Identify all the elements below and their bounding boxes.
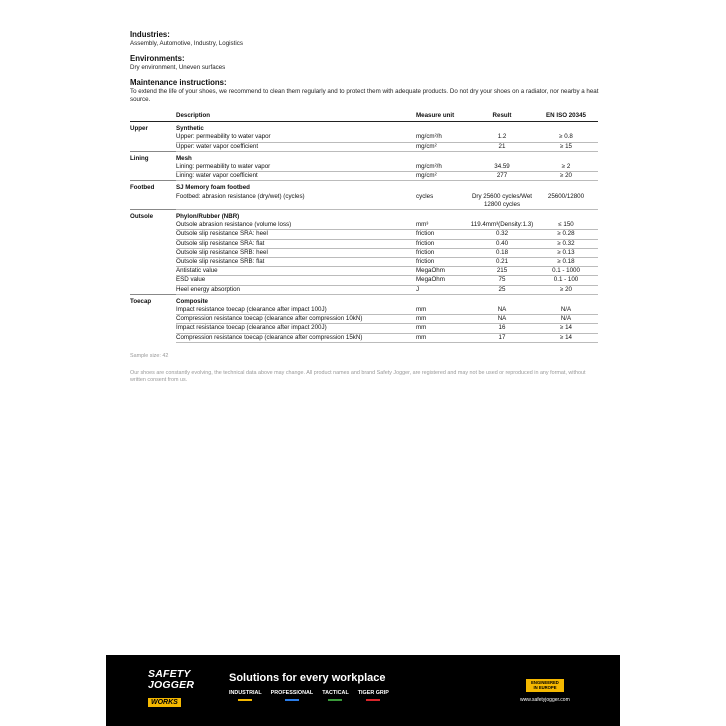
unit-cell: friction xyxy=(416,248,470,257)
result-cell: 277 xyxy=(470,172,534,181)
industries-section xyxy=(130,30,600,48)
tag-color-bar xyxy=(285,699,299,701)
unit-cell: friction xyxy=(416,258,470,267)
table-group-row xyxy=(130,210,598,222)
standard-cell: ≤ 150 xyxy=(534,221,598,230)
description-cell: Outsole slip resistance SRA: heel xyxy=(176,230,416,239)
technical-table xyxy=(130,112,598,343)
logo-line-1: SAFETY xyxy=(148,668,191,680)
result-cell: 0.32 xyxy=(470,230,534,239)
logo-line-2: JOGGER xyxy=(148,679,195,691)
unit-cell: friction xyxy=(416,230,470,239)
table-body xyxy=(130,122,598,343)
header-category xyxy=(130,112,176,122)
safety-jogger-logo xyxy=(148,669,196,709)
empty-cell xyxy=(470,181,534,193)
table-group-row xyxy=(130,122,598,134)
empty-cell xyxy=(416,210,470,222)
result-cell: 17 xyxy=(470,333,534,342)
result-cell: NA xyxy=(470,315,534,324)
unit-cell: mm xyxy=(416,333,470,342)
unit-cell: J xyxy=(416,285,470,294)
empty-cell xyxy=(130,172,176,181)
empty-cell xyxy=(130,193,176,210)
result-cell: Dry 25600 cycles/Wet 12800 cycles xyxy=(471,192,533,208)
empty-cell xyxy=(130,267,176,276)
footer-tag-label: PROFESSIONAL xyxy=(270,690,314,696)
standard-cell: ≥ 15 xyxy=(534,142,598,151)
table-row xyxy=(130,315,598,324)
category-label: Upper xyxy=(130,122,176,134)
table-row xyxy=(130,306,598,315)
category-label: Outsole xyxy=(130,210,176,222)
unit-cell: mg/cm²/h xyxy=(416,133,470,142)
tag-color-bar xyxy=(366,699,380,701)
description-cell: Outsole slip resistance SRB: flat xyxy=(176,258,416,267)
table-row xyxy=(130,230,598,239)
description-cell: ESD value xyxy=(176,276,416,285)
result-cell: 16 xyxy=(470,324,534,333)
table-row xyxy=(130,142,598,151)
unit-cell: mg/cm²/h xyxy=(416,163,470,172)
table-row xyxy=(130,324,598,333)
result-cell: 0.40 xyxy=(470,239,534,248)
empty-cell xyxy=(130,248,176,257)
standard-cell: N/A xyxy=(534,306,598,315)
standard-cell: 0.1 - 100 xyxy=(534,276,598,285)
description-cell: Antistatic value xyxy=(176,267,416,276)
sample-size: Sample size: 42 xyxy=(130,352,169,359)
unit-cell: MegaOhm xyxy=(416,276,470,285)
footer-tag xyxy=(271,690,314,701)
result-cell: 1.2 xyxy=(470,133,534,142)
environments-section xyxy=(130,54,600,72)
standard-cell: ≥ 0.8 xyxy=(534,133,598,142)
empty-cell xyxy=(130,258,176,267)
table-group-row xyxy=(130,181,598,193)
table-row xyxy=(130,221,598,230)
description-cell: Outsole slip resistance SRA: flat xyxy=(176,239,416,248)
environments-text: Dry environment, Uneven surfaces xyxy=(130,64,226,71)
empty-cell xyxy=(470,210,534,222)
description-cell: Lining: permeability to water vapor xyxy=(176,163,416,172)
table-row xyxy=(130,276,598,285)
footer-tags xyxy=(229,690,389,701)
legal-notice: Our shoes are constantly evolving, the technical data above may change. All product names and brand Safety Jogger, are registered and may not be used or reproduced in any format, without written consent from us. xyxy=(130,369,586,383)
empty-cell xyxy=(130,142,176,151)
unit-cell: mm xyxy=(416,306,470,315)
empty-cell xyxy=(470,294,534,306)
header-result: Result xyxy=(470,112,534,122)
table-row xyxy=(130,172,598,181)
footer-tag-label: TIGER GRIP xyxy=(357,690,389,696)
table-header-row xyxy=(130,112,598,122)
material-label: Composite xyxy=(176,294,416,306)
result-cell: 75 xyxy=(470,276,534,285)
description-cell: Outsole slip resistance SRB: heel xyxy=(176,248,416,257)
table-row xyxy=(130,258,598,267)
category-label: Footbed xyxy=(130,181,176,193)
standard-cell: ≥ 2 xyxy=(534,163,598,172)
material-label: Synthetic xyxy=(176,122,416,134)
table-row xyxy=(130,133,598,142)
empty-cell xyxy=(130,306,176,315)
empty-cell xyxy=(130,315,176,324)
datasheet-content xyxy=(130,30,600,384)
empty-cell xyxy=(534,181,598,193)
tag-color-bar xyxy=(328,699,342,701)
result-cell: 0.18 xyxy=(470,248,534,257)
table-group-row xyxy=(130,294,598,306)
industries-title: Industries: xyxy=(130,30,170,39)
maintenance-text: To extend the life of your shoes, we recommend to clean them regularly and to protect them with adequate products. Do not dry your shoes on a radiator, nor nearby a heat source. xyxy=(130,88,599,103)
description-cell: Lining: water vapor coefficient xyxy=(176,172,416,181)
footer-tag-label: INDUSTRIAL xyxy=(229,690,262,696)
result-cell: 0.21 xyxy=(470,258,534,267)
footer-tag xyxy=(322,690,349,701)
result-cell: 25 xyxy=(470,285,534,294)
table-group-row xyxy=(130,151,598,163)
standard-cell: ≥ 20 xyxy=(534,172,598,181)
standard-cell: 25600/12800 xyxy=(534,193,598,210)
maintenance-title: Maintenance instructions: xyxy=(130,78,227,87)
material-label: Phylon/Rubber (NBR) xyxy=(176,210,416,222)
unit-cell: mm xyxy=(416,315,470,324)
badge-line-1: ENGINEERED xyxy=(531,680,559,685)
result-cell: 34.59 xyxy=(470,163,534,172)
category-label: Toecap xyxy=(130,294,176,306)
table-row xyxy=(130,248,598,257)
unit-cell: MegaOhm xyxy=(416,267,470,276)
header-description: Description xyxy=(176,112,416,122)
standard-cell: ≥ 0.28 xyxy=(534,230,598,239)
description-cell: Upper: permeability to water vapor xyxy=(176,133,416,142)
badge-line-2: IN EUROPE xyxy=(533,685,557,690)
description-cell: Compression resistance toecap (clearance after compression 10kN) xyxy=(176,315,416,324)
footer-tag xyxy=(229,690,262,701)
unit-cell: mm xyxy=(416,324,470,333)
description-cell: Outsole abrasion resistance (volume loss) xyxy=(176,221,416,230)
empty-cell xyxy=(416,294,470,306)
empty-cell xyxy=(130,133,176,142)
table-row xyxy=(130,285,598,294)
footer-tag-label: TACTICAL xyxy=(322,690,349,696)
result-cell: NA xyxy=(470,306,534,315)
maintenance-section xyxy=(130,78,600,104)
empty-cell xyxy=(416,122,470,134)
standard-cell: ≥ 20 xyxy=(534,285,598,294)
table-row xyxy=(130,193,598,210)
engineered-in-europe-badge xyxy=(526,679,564,692)
industries-text: Assembly, Automotive, Industry, Logistics xyxy=(130,40,243,47)
header-measure-unit: Measure unit xyxy=(416,112,470,122)
footer-banner xyxy=(106,655,620,726)
table-row xyxy=(130,239,598,248)
tag-color-bar xyxy=(238,699,252,701)
empty-cell xyxy=(416,181,470,193)
unit-cell: friction xyxy=(416,239,470,248)
standard-cell: 0.1 - 1000 xyxy=(534,267,598,276)
category-label: Lining xyxy=(130,151,176,163)
description-cell: Heel energy absorption xyxy=(176,285,416,294)
unit-cell: cycles xyxy=(416,193,470,210)
description-cell: Impact resistance toecap (clearance after impact 100J) xyxy=(176,306,416,315)
table-row xyxy=(130,267,598,276)
unit-cell: mm³ xyxy=(416,221,470,230)
header-standard: EN ISO 20345 xyxy=(534,112,598,122)
standard-cell: ≥ 14 xyxy=(534,333,598,342)
description-cell: Footbed: abrasion resistance (dry/wet) (cycles) xyxy=(176,193,416,210)
table-row xyxy=(130,333,598,342)
empty-cell xyxy=(130,333,176,342)
empty-cell xyxy=(130,221,176,230)
unit-cell: mg/cm² xyxy=(416,142,470,151)
result-cell: 21 xyxy=(470,142,534,151)
standard-cell: ≥ 0.13 xyxy=(534,248,598,257)
footer-tag xyxy=(358,690,389,701)
standard-cell: ≥ 0.18 xyxy=(534,258,598,267)
logo-line-3: WORKS xyxy=(148,698,181,707)
table-row xyxy=(130,163,598,172)
empty-cell xyxy=(130,239,176,248)
empty-cell xyxy=(470,122,534,134)
unit-cell: mg/cm² xyxy=(416,172,470,181)
footer-slogan: Solutions for every workplace xyxy=(229,672,386,684)
empty-cell xyxy=(130,285,176,294)
empty-cell xyxy=(534,122,598,134)
standard-cell: N/A xyxy=(534,315,598,324)
empty-cell xyxy=(534,151,598,163)
standard-cell: ≥ 14 xyxy=(534,324,598,333)
result-cell: 119.4mm³(Density:1.3) xyxy=(470,221,534,229)
empty-cell xyxy=(470,151,534,163)
empty-cell xyxy=(130,276,176,285)
empty-cell xyxy=(130,324,176,333)
material-label: Mesh xyxy=(176,151,416,163)
description-cell: Upper: water vapor coefficient xyxy=(176,142,416,151)
empty-cell xyxy=(534,210,598,222)
description-cell: Impact resistance toecap (clearance after impact 200J) xyxy=(176,324,416,333)
result-cell: 215 xyxy=(470,267,534,276)
empty-cell xyxy=(130,230,176,239)
empty-cell xyxy=(534,294,598,306)
empty-cell xyxy=(416,151,470,163)
description-cell: Compression resistance toecap (clearance after compression 15kN) xyxy=(176,333,416,342)
empty-cell xyxy=(130,163,176,172)
standard-cell: ≥ 0.32 xyxy=(534,239,598,248)
website-link[interactable]: www.safetyjogger.com xyxy=(520,697,570,703)
material-label: SJ Memory foam footbed xyxy=(176,181,416,193)
environments-title: Environments: xyxy=(130,54,185,63)
